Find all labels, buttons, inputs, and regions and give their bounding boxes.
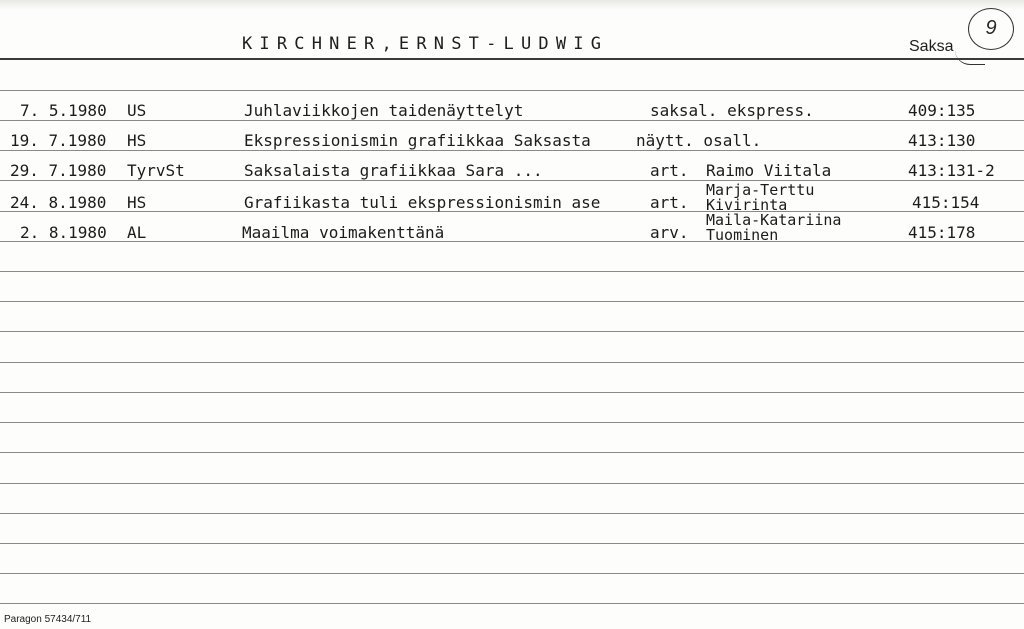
ruled-line (0, 241, 1024, 242)
entry-date: 7. 5.1980 (20, 101, 107, 120)
printer-imprint: Paragon 57434/711 (4, 614, 92, 625)
entry-author-line2: Tuominen (706, 226, 779, 244)
ruled-line (0, 452, 1024, 453)
entry-title: Juhlaviikkojen taidenäyttelyt (244, 101, 524, 120)
ruled-line (0, 120, 1024, 121)
entry-author: Marja-Terttu (706, 181, 815, 199)
ruled-line (0, 603, 1024, 604)
entry-ref: 415:178 (908, 223, 976, 242)
ruled-line (0, 392, 1024, 393)
card-number-circle: 9 (968, 8, 1014, 50)
ruled-line (0, 422, 1024, 423)
entry-author: Maila-Katariina (706, 211, 842, 229)
entry-date: 19. 7.1980 (10, 131, 107, 150)
ruled-line (0, 513, 1024, 514)
entry-ref: 413:130 (908, 131, 976, 150)
card-heading-name: KIRCHNER,ERNST-LUDWIG (242, 34, 609, 54)
entry-ref: 415:154 (912, 193, 980, 212)
card-top-edge (0, 0, 1024, 10)
entry-author-line2: Kivirinta (706, 196, 788, 214)
entry-ref: 413:131-2 (908, 161, 995, 180)
entry-ref: 409:135 (908, 101, 976, 120)
entry-title: Ekspressionismin grafiikkaa Saksasta (244, 131, 591, 150)
entry-source: TyrvSt (127, 161, 185, 180)
entry-title: Saksalaista grafiikkaa Sara ... (244, 161, 543, 180)
header-rule (0, 58, 1024, 60)
ruled-line (0, 150, 1024, 151)
ruled-line (0, 362, 1024, 363)
ruled-line (0, 90, 1024, 91)
entry-type: arv. (650, 223, 689, 242)
entry-source: HS (127, 193, 147, 212)
entry-type: näytt. osall. (636, 131, 762, 150)
ruled-line (0, 573, 1024, 574)
entry-date: 29. 7.1980 (10, 161, 107, 180)
entry-type: art. (650, 161, 689, 180)
entry-title: Grafiikasta tuli ekspressionismin ase (244, 193, 601, 212)
entry-type: saksal. ekspress. (650, 101, 814, 120)
entry-source: AL (127, 223, 147, 242)
card-heading-topic: Saksa (909, 38, 954, 55)
ruled-line (0, 301, 1024, 302)
entry-date: 24. 8.1980 (10, 193, 107, 212)
ruled-line (0, 331, 1024, 332)
entry-author: Raimo Viitala (706, 161, 832, 180)
ruled-line (0, 483, 1024, 484)
ruled-line (0, 271, 1024, 272)
entry-source: HS (127, 131, 147, 150)
entry-type: art. (650, 193, 689, 212)
entry-title: Maailma voimakenttänä (242, 223, 445, 242)
ruled-line (0, 543, 1024, 544)
entry-date: 2. 8.1980 (20, 223, 107, 242)
ruled-line (0, 180, 1024, 181)
entry-source: US (127, 101, 147, 120)
